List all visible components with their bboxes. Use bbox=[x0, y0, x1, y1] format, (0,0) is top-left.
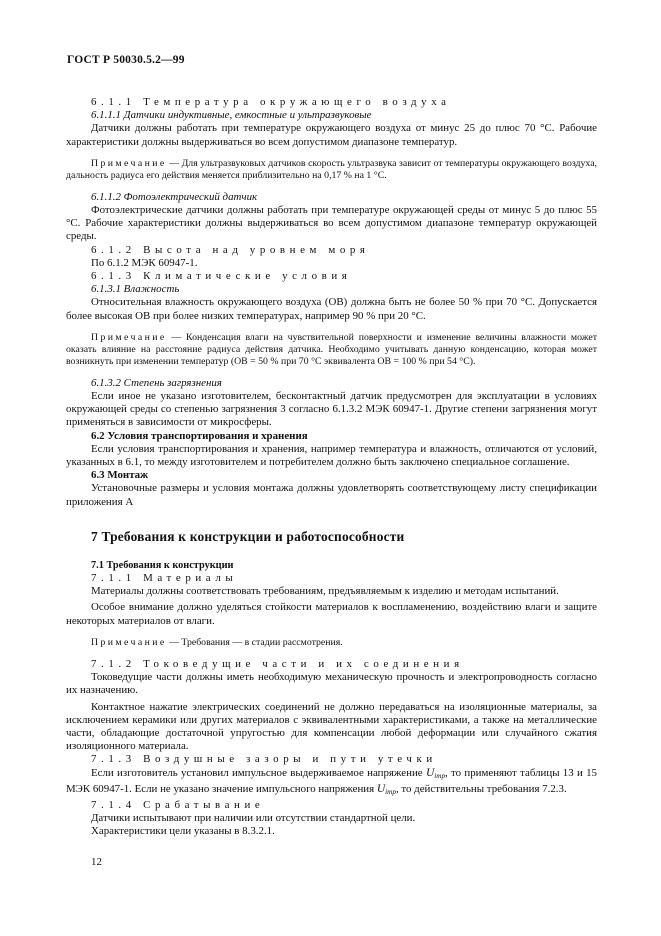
section-7-1-3-title: 7.1.3 Воздушные зазоры и пути утечки bbox=[91, 753, 437, 766]
section-6-2-title: 6.2 Условия транспортирования и хранения bbox=[91, 429, 308, 442]
section-7-1-3-body bbox=[66, 767, 597, 799]
voltage-subscript: imp bbox=[434, 771, 446, 780]
section-6-1-3-title: 6.1.3 Климатические условия bbox=[91, 270, 352, 283]
page-number: 12 bbox=[91, 856, 102, 868]
section-6-1-3-2-body: Если иное не указано изготовителем, бесконтактный датчик предусмотрен для эксплуатации в условиях окружающей среды со степенью загрязнения 3 согласно 6.1.3.2 МЭК 60947-1. Другие степени загрязнения могут применяться в зависимости от микросферы. bbox=[66, 390, 597, 429]
section-6-1-1-title: 6.1.1 Температура окружающего воздуха bbox=[91, 96, 451, 108]
section-7-1-2-title: 7.1.2 Токоведущие части и их соединения bbox=[91, 657, 464, 670]
section-6-1-2-body: По 6.1.2 МЭК 60947-1. bbox=[91, 256, 198, 269]
section-6-3-body: Установочные размеры и условия монтажа должны удовлетворять соответствующему листу спецификации приложения А bbox=[66, 482, 597, 508]
section-6-1-3-2-title: 6.1.3.2 Степень загрязнения bbox=[91, 376, 222, 389]
voltage-symbol: U bbox=[376, 782, 386, 795]
note-label: Примечание bbox=[91, 157, 167, 169]
body-text-c: , то действительны требования 7.2.3. bbox=[395, 782, 567, 795]
section-6-1-1-1-title: 6.1.1.1 Датчики индуктивные, емкостные и ультразвуковые bbox=[91, 109, 372, 122]
section-7-1-4-body-1: Датчики испытывают при наличии или отсутствии стандартной цели. bbox=[91, 812, 416, 825]
section-6-1-3-1-note bbox=[66, 332, 597, 368]
section-6-1-3-1-title: 6.1.3.1 Влажность bbox=[91, 283, 180, 296]
page-header: ГОСТ Р 50030.5.2—99 bbox=[67, 54, 185, 66]
voltage-symbol: U bbox=[425, 766, 435, 779]
note-text: — Для ультразвуковых датчиков скорость ультразвука зависит от температуры окружающего воздуха, дальность радиуса его действия меняется приблизительно на 0,17 % на 1 °С. bbox=[66, 157, 597, 181]
section-7-1-1-title: 7.1.1 Материалы bbox=[91, 572, 238, 585]
section-7-1-1-body-2: Особое внимание должно уделяться стойкости материалов к воспламенению, воздействию влаги и защите некоторых материалов от влаги. bbox=[66, 601, 597, 627]
voltage-subscript: imp bbox=[385, 787, 396, 796]
section-7-title: 7 Требования к конструкции и работоспособности bbox=[91, 528, 405, 544]
section-7-1-1-note bbox=[91, 637, 597, 649]
note-text: — Конденсация влаги на чувствительной поверхности и изменение величины влажности может оказать влияние на расстояние радиуса действия датчика. Необходимо учитывать данную конденсацию, которая может возникнуть при изменении температур (ОВ = 50 % при 70 °С эквивалента ОВ = 100 % при 54 °С). bbox=[66, 331, 597, 367]
section-6-2-body: Если условия транспортирования и хранения, например температура и влажность, отличаются от условий, указанных в 6.1, то между изготовителем и потребителем должно быть заключено специальное соглашение. bbox=[66, 442, 597, 469]
note-label: Примечание bbox=[91, 636, 167, 648]
page-body bbox=[66, 96, 597, 839]
section-6-1-3-1-body: Относительная влажность окружающего воздуха (ОВ) должна быть не более 50 % при 70 °С. Допускается более высокая ОВ при более низких температурах, например 90 % при 20 °С. bbox=[66, 296, 597, 322]
section-7-1-2-body-1: Токоведущие части должны иметь необходимую механическую прочность и электропроводность согласно их назначению. bbox=[66, 671, 597, 697]
section-6-1-1-2-title: 6.1.1.2 Фотоэлектрический датчик bbox=[91, 190, 258, 203]
section-7-1-title: 7.1 Требования к конструкции bbox=[91, 559, 234, 571]
note-label: Примечание bbox=[91, 331, 167, 343]
section-6-1-1-2-body: Фотоэлектрические датчики должны работать при температуре окружающей среды от минус 5 до плюс 55 °С. Рабочие характеристики должны выдерживаться во всем допустимом диапазоне температур окружающей среды. bbox=[66, 204, 597, 243]
section-7-1-1-body-1: Материалы должны соответствовать требованиям, предъявляемым к изделию и методам испытаний. bbox=[91, 585, 559, 598]
section-7-1-4-body-2: Характеристики цели указаны в 8.3.2.1. bbox=[91, 825, 275, 838]
section-6-1-2-title: 6.1.2 Высота над уровнем моря bbox=[91, 243, 370, 256]
section-7-1-2-body-2: Контактное нажатие электрических соединений не должно передаваться на изоляционные материалы, за исключением керамики или других материалов с эквивалентными характеристиками, а также на металлические части, обладающие достаточной упругостью для компенсации любой деформации или случайного сжатия изоляционного материала. bbox=[66, 700, 597, 753]
section-6-3-title: 6.3 Монтаж bbox=[91, 469, 149, 482]
note-text: — Требования — в стадии рассмотрения. bbox=[166, 636, 343, 648]
section-7-1-4-title: 7.1.4 Срабатывание bbox=[91, 798, 265, 811]
section-6-1-1-1-note bbox=[66, 158, 597, 182]
body-text-b: , то применяют таблицы 13 и 15 МЭК 60947-1. Если не указано значение импульсного напряжения bbox=[66, 766, 597, 795]
section-6-1-1-1-body: Датчики должны работать при температуре окружающего воздуха от минус 25 до плюс 70 °С. Рабочие характеристики должны выдерживаться во всем допустимом диапазоне температур. bbox=[66, 122, 597, 148]
body-text-a: Если изготовитель установил импульсное выдерживаемое напряжение bbox=[91, 766, 426, 779]
